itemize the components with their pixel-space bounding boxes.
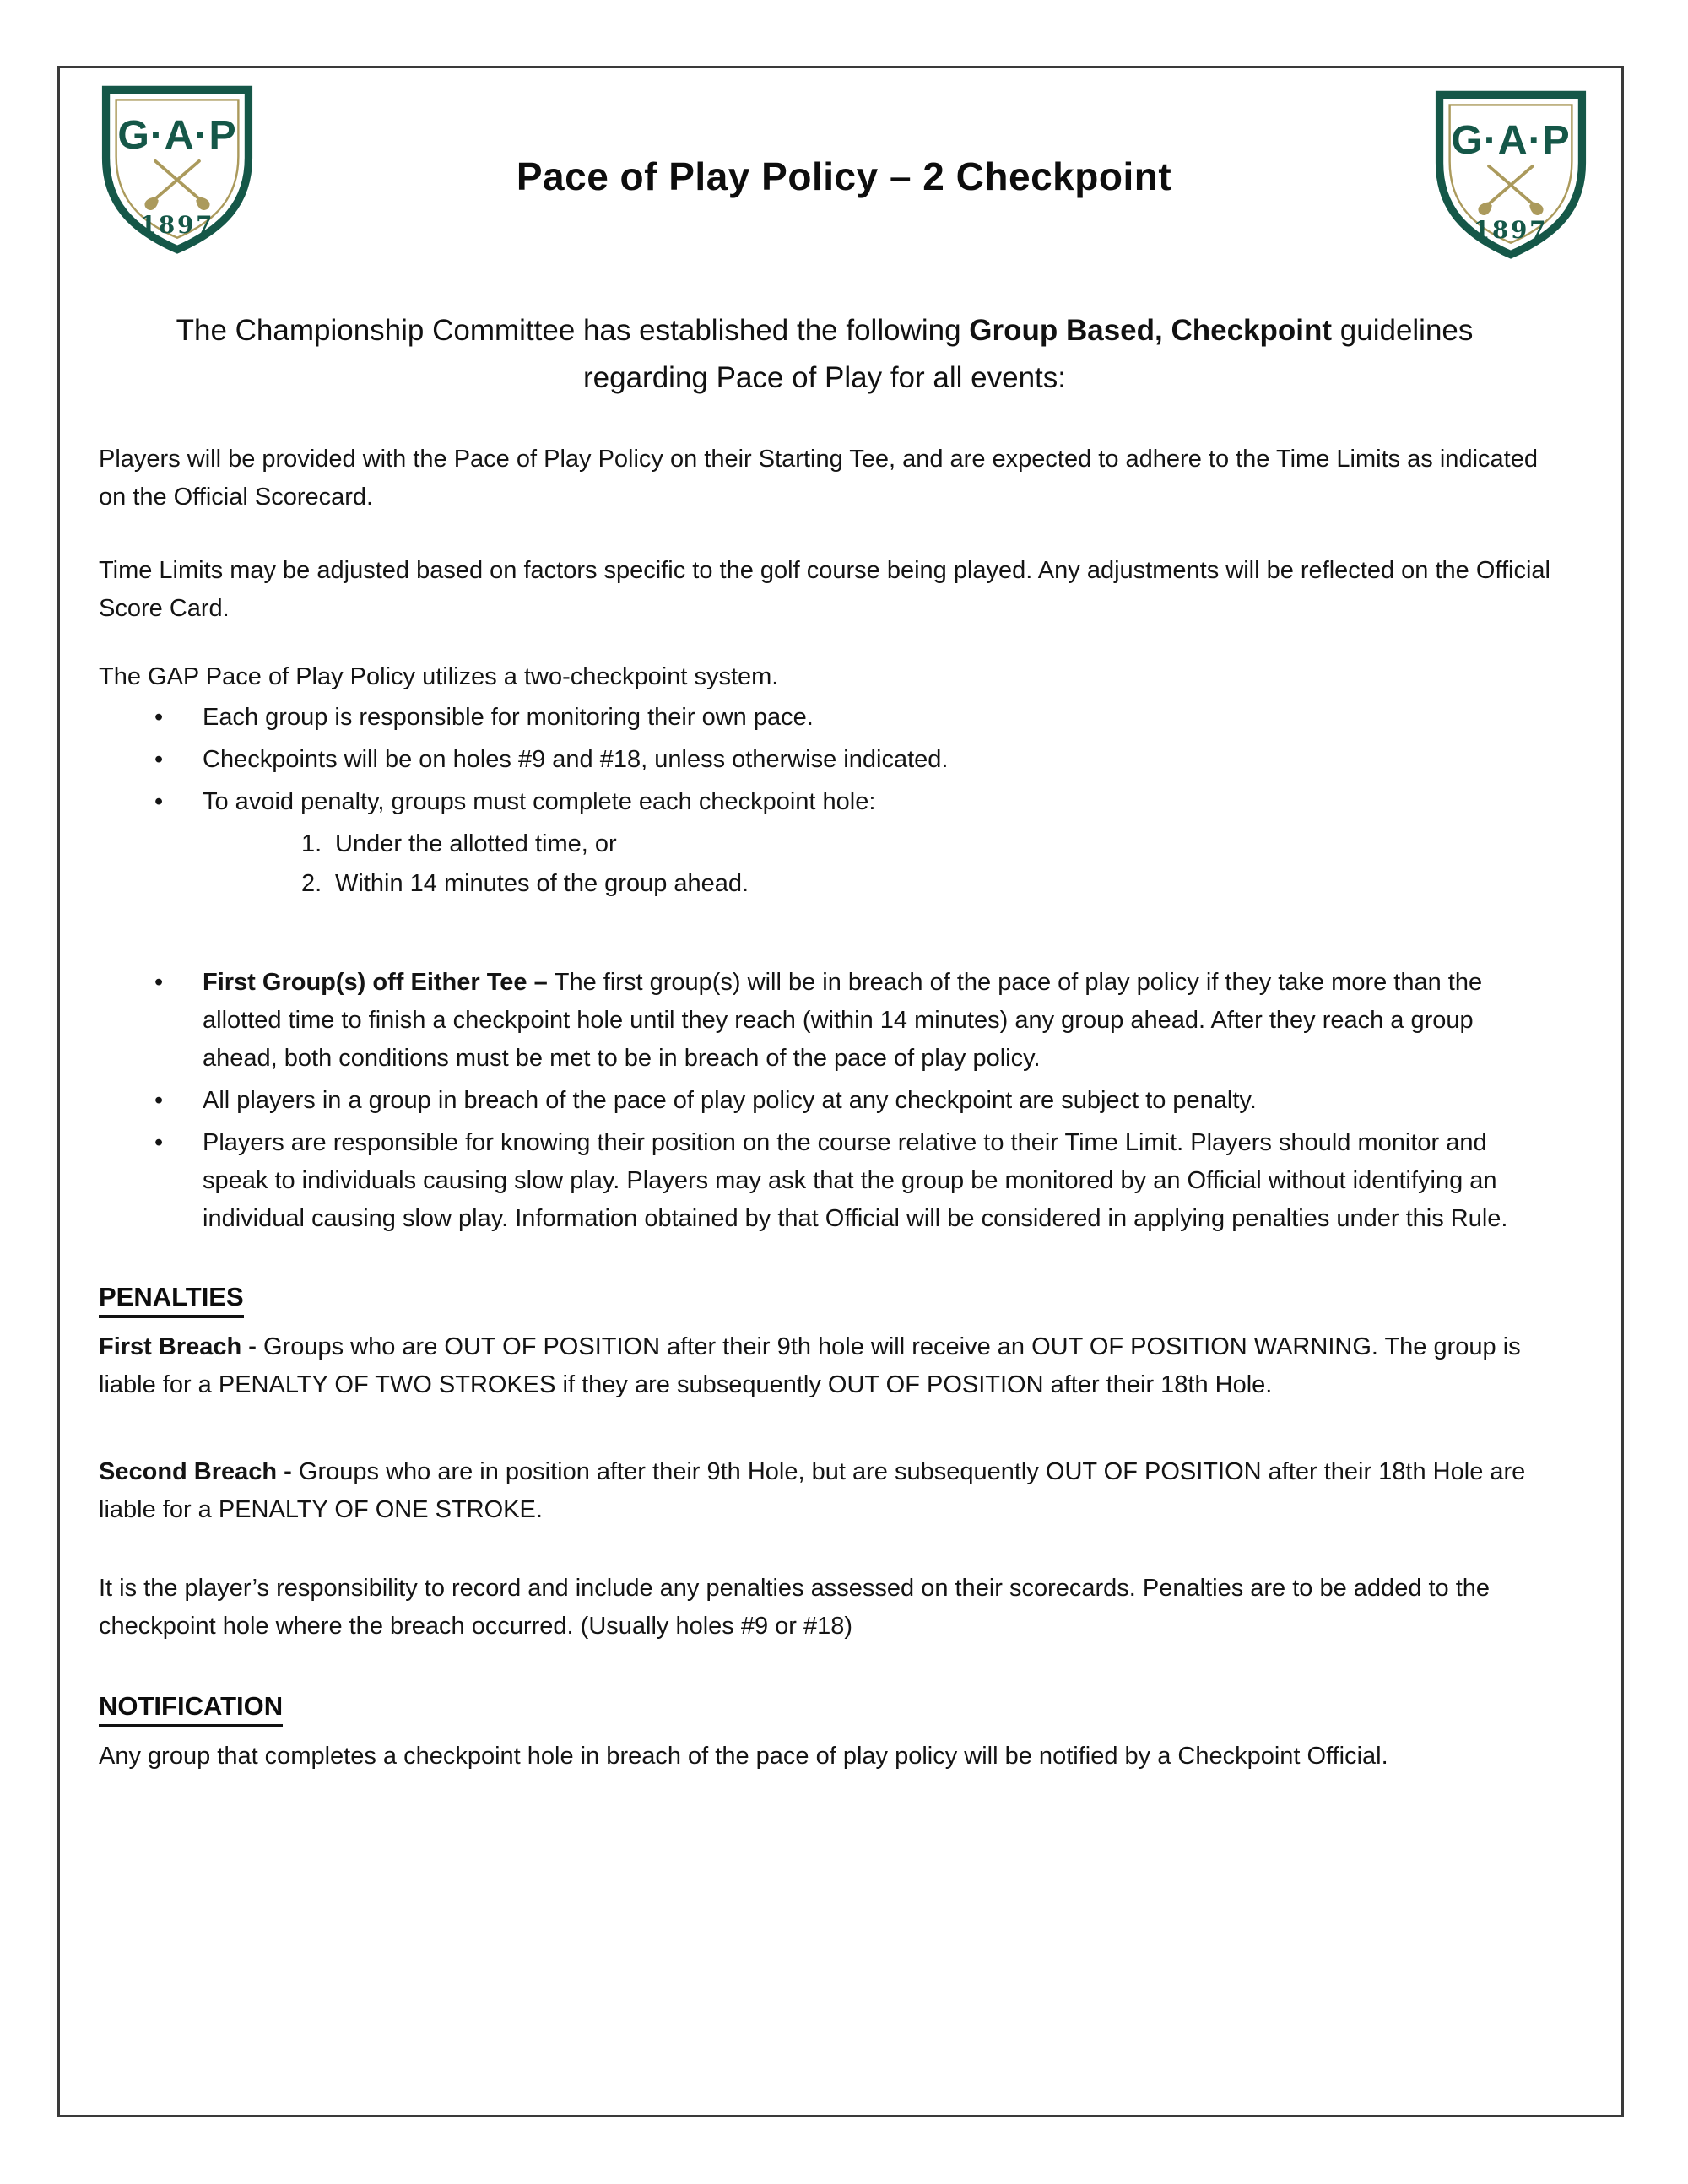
bullet-text: All players in a group in breach of the pace of play policy at any checkpoint are subject to penalty. xyxy=(203,1087,1257,1114)
bullet-item-first-groups xyxy=(99,964,1550,1078)
paragraph-policy-provided: Players will be provided with the Pace of Play Policy on their Starting Tee, and are expected to adhere to the Time Limits as indicated on the Official Scorecard. xyxy=(99,446,1538,511)
first-breach-text: Groups who are OUT OF POSITION after their 9th hole will receive an OUT OF POSITION WARNING. The group is liable for a PENALTY OF TWO STROKES if they are subsequently OUT OF POSITION after their 18th Hole. xyxy=(99,1333,1521,1398)
bullet-item-avoid-penalty xyxy=(99,783,1550,821)
bullet-text: To avoid penalty, groups must complete each checkpoint hole: xyxy=(203,788,876,815)
gap-crest-icon xyxy=(99,83,256,257)
gap-crest-left xyxy=(99,83,256,257)
numbered-item-2 xyxy=(301,865,1550,903)
numbered-item-1 xyxy=(301,825,1550,863)
bullet-text: Each group is responsible for monitoring their own pace. xyxy=(203,704,814,731)
numbered-text: Within 14 minutes of the group ahead. xyxy=(335,870,749,897)
paragraph-responsibility: It is the player’s responsibility to record and include any penalties assessed on their scorecards. Penalties are to be added to the checkpoint hole where the breach occurred. (Usually holes #9 or #18) xyxy=(99,1575,1491,1640)
numbered-text: Under the allotted time, or xyxy=(335,830,617,857)
page-frame xyxy=(57,66,1624,2117)
bullet-item-players-responsible xyxy=(99,1124,1550,1238)
crest-year: 1897 xyxy=(1473,216,1549,245)
second-breach-label: Second Breach - xyxy=(99,1458,299,1485)
paragraph-system-lead: The GAP Pace of Play Policy utilizes a two-checkpoint system. xyxy=(99,663,779,690)
title-wrap xyxy=(256,83,1432,199)
bullet-item-own-pace xyxy=(99,699,1550,737)
crest-acronym: G·A·P xyxy=(117,111,237,158)
number-label: 1. xyxy=(301,830,322,857)
first-breach-label: First Breach - xyxy=(99,1333,263,1360)
penalties-heading: PENALTIES xyxy=(99,1282,1550,1318)
notification-heading: NOTIFICATION xyxy=(99,1691,1550,1727)
bullet-text: Players are responsible for knowing their position on the course relative to their Time Limit. Players should monitor and speak to individuals causing slow play. Players may ask that the group be monitored by an Official without identifying an individual causing slow play. Information obtained by that Official will be considered in applying penalties under this Rule. xyxy=(203,1129,1508,1232)
bullet-item-checkpoints xyxy=(99,741,1550,779)
bullet-icon: • xyxy=(154,1129,164,1156)
header xyxy=(99,83,1571,260)
bullet-text: Checkpoints will be on holes #9 and #18, unless otherwise indicated. xyxy=(203,746,949,773)
bullet-icon: • xyxy=(154,1087,164,1114)
second-breach-text: Groups who are in position after their 9th Hole, but are subsequently OUT OF POSITION after their 18th Hole are liable for a PENALTY OF ONE STROKE. xyxy=(99,1458,1526,1523)
paragraph-notification: Any group that completes a checkpoint hole in breach of the pace of play policy will be notified by a Checkpoint Official. xyxy=(99,1743,1388,1770)
crest-acronym: G·A·P xyxy=(1451,116,1571,163)
paragraph-first-breach xyxy=(99,1328,1550,1404)
intro-post: guidelines regarding Pace of Play for all events: xyxy=(583,314,1474,394)
paragraph-second-breach xyxy=(99,1453,1550,1529)
bullet-icon: • xyxy=(154,788,164,815)
gap-crest-icon xyxy=(1432,88,1589,262)
intro-text xyxy=(128,307,1521,402)
bullet-item-all-players xyxy=(99,1082,1550,1120)
paragraph-time-limits: Time Limits may be adjusted based on factors specific to the golf course being played. Any adjustments will be reflected on the Official Score Card. xyxy=(99,557,1550,622)
crest-year: 1897 xyxy=(139,211,215,240)
page-title: Pace of Play Policy – 2 Checkpoint xyxy=(516,154,1172,198)
bullet-icon: • xyxy=(154,969,164,996)
number-label: 2. xyxy=(301,870,322,897)
intro-bold: Group Based, Checkpoint xyxy=(969,314,1333,347)
gap-crest-right xyxy=(1432,88,1589,262)
bullet-text xyxy=(203,964,1550,1078)
bullet-list xyxy=(99,699,1550,1238)
bullet-icon: • xyxy=(154,746,164,773)
bullet-rest: The first group(s) will be in breach of the pace of play policy if they take more than the allotted time to finish a checkpoint hole until they reach (within 14 minutes) any group ahead. After they reach a group ahead, both conditions must be met to be in breach of the pace of play policy. xyxy=(203,969,1483,1072)
bullet-lead-bold: First Group(s) off Either Tee – xyxy=(203,969,555,996)
bullet-icon: • xyxy=(154,704,164,731)
intro-pre: The Championship Committee has established the following xyxy=(176,314,970,347)
